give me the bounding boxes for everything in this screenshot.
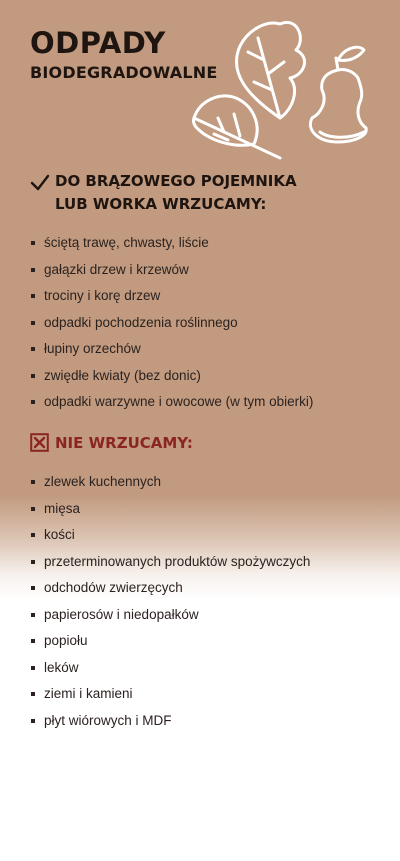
allowed-heading-line2: LUB WORKA WRZUCAMY: [55, 195, 267, 213]
bullet-icon [31, 347, 35, 351]
bullet-icon [31, 480, 35, 484]
list-item: zlewek kuchennych [30, 472, 380, 499]
list-item: zwiędłe kwiaty (bez donic) [30, 366, 380, 393]
bullet-icon [31, 294, 35, 298]
check-icon [30, 173, 50, 193]
forbidden-heading-text: NIE WRZUCAMY: [55, 434, 193, 452]
bullet-icon [31, 533, 35, 537]
allowed-heading-line1: DO BRĄZOWEGO POJEMNIKA [55, 172, 297, 190]
list-item: leków [30, 658, 380, 685]
forbidden-list [30, 472, 380, 737]
list-item: odpadki warzywne i owocowe (w tym obierki) [30, 392, 380, 419]
list-item: łupiny orzechów [30, 339, 380, 366]
bullet-icon [31, 560, 35, 564]
list-item: płyt wiórowych i MDF [30, 711, 380, 738]
bullet-icon [31, 241, 35, 245]
bullet-icon [31, 692, 35, 696]
illustration [188, 18, 378, 163]
bullet-icon [31, 400, 35, 404]
page-title: ODPADY [30, 26, 166, 60]
page-subtitle: BIODEGRADOWALNE [30, 63, 218, 82]
list-item: popiołu [30, 631, 380, 658]
bullet-icon [31, 613, 35, 617]
bullet-icon [31, 586, 35, 590]
allowed-heading [30, 170, 297, 216]
list-item: przeterminowanych produktów spożywczych [30, 552, 380, 579]
forbidden-heading [30, 432, 193, 455]
bullet-icon [31, 321, 35, 325]
bullet-icon [31, 719, 35, 723]
list-item: mięsa [30, 499, 380, 526]
bullet-icon [31, 639, 35, 643]
bullet-icon [31, 374, 35, 378]
list-item: trociny i korę drzew [30, 286, 380, 313]
list-item: gałązki drzew i krzewów [30, 260, 380, 287]
apple-core-icon [310, 47, 366, 142]
bullet-icon [31, 666, 35, 670]
bullet-icon [31, 268, 35, 272]
leaf-icon [193, 96, 280, 158]
list-item: odchodów zwierzęcych [30, 578, 380, 605]
list-item: ziemi i kamieni [30, 684, 380, 711]
list-item: papierosów i niedopałków [30, 605, 380, 632]
bullet-icon [31, 507, 35, 511]
x-box-icon [30, 433, 49, 452]
allowed-list [30, 233, 380, 419]
list-item: ściętą trawę, chwasty, liście [30, 233, 380, 260]
list-item: kości [30, 525, 380, 552]
list-item: odpadki pochodzenia roślinnego [30, 313, 380, 340]
allowed-heading-text [55, 170, 297, 216]
